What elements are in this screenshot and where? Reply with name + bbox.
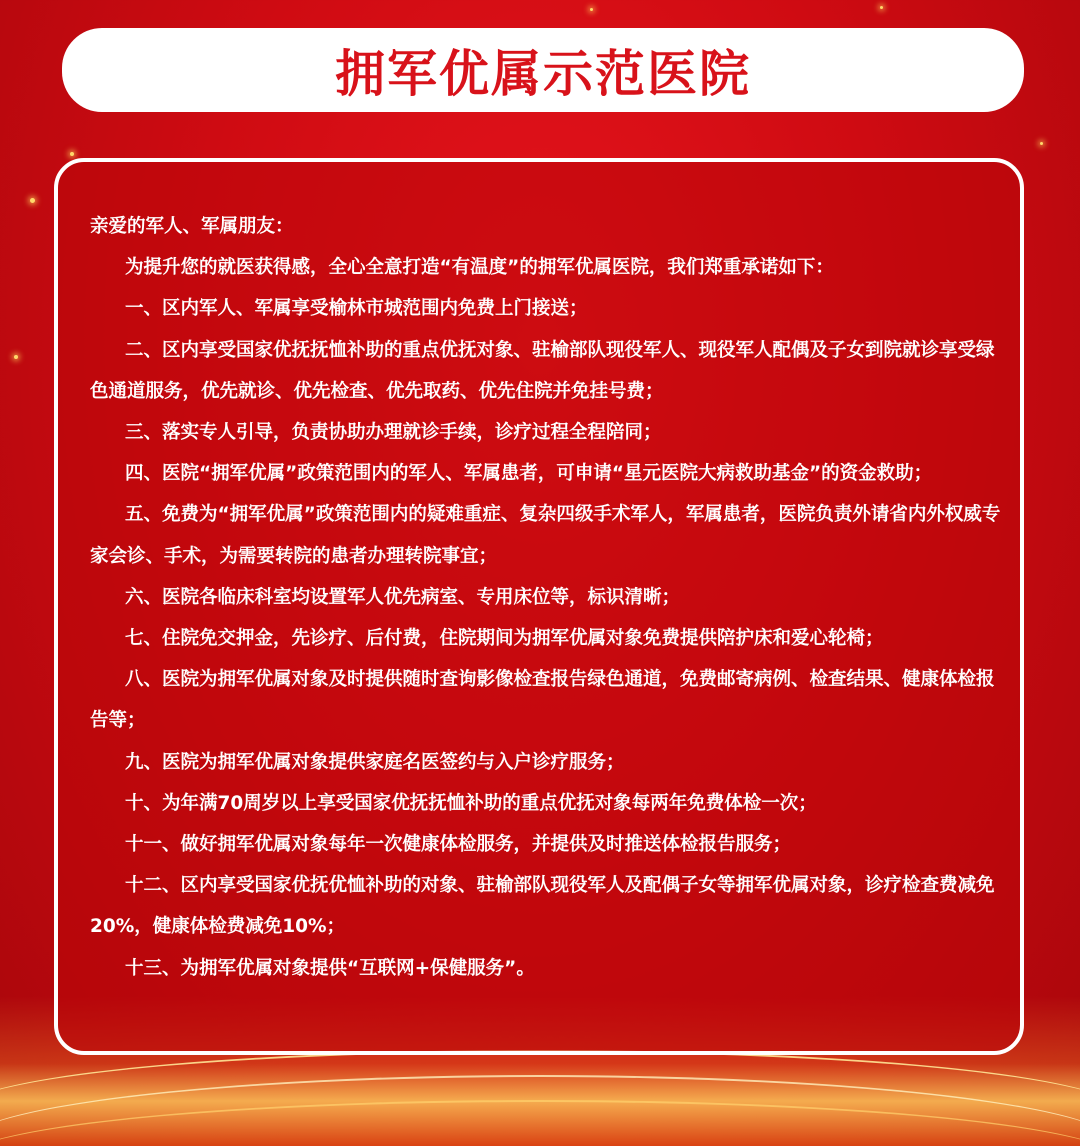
- sparkle-decoration: [30, 198, 35, 203]
- intro-text: 为提升您的就医获得感，全心全意打造“有温度”的拥军优属医院，我们郑重承诺如下：: [125, 257, 834, 279]
- sparkle-decoration: [590, 8, 593, 11]
- commitment-item-8: 八、医院为拥军优属对象及时提供随时查询影像检查报告绿色通道，免费邮寄病例、检查结果、健康体检报告等；: [90, 669, 995, 732]
- commitment-item-1: 一、区内军人、军属享受榆林市城范围内免费上门接送；: [125, 298, 588, 320]
- commitment-item-6: 六、医院各临床科室均设置军人优先病室、专用床位等，标识清晰；: [125, 586, 681, 608]
- greeting-text: 亲爱的军人、军属朋友：: [90, 216, 294, 237]
- sparkle-decoration: [880, 6, 883, 9]
- commitment-item-4: 四、医院“拥军优属”政策范围内的军人、军属患者，可申请“星元医院大病救助基金”的资金救助；: [125, 463, 933, 485]
- commitment-item-7: 七、住院免交押金，先诊疗、后付费，住院期间为拥军优属对象免费提供陪护床和爱心轮椅；: [125, 628, 884, 650]
- commitment-item-5: 五、免费为“拥军优属”政策范围内的疑难重症、复杂四级手术军人，军属患者，医院负责外请省内外权威专家会诊、手术，为需要转院的患者办理转院事宜；: [90, 504, 1001, 567]
- sparkle-decoration: [14, 355, 18, 359]
- commitment-item-2: 二、区内享受国家优抚抚恤补助的重点优抚对象、驻榆部队现役军人、现役军人配偶及子女到院就诊享受绿色通道服务，优先就诊、优先检查、优先取药、优先住院并免挂号费；: [90, 339, 995, 402]
- commitment-item-13: 十三、为拥军优属对象提供“互联网+保健服务”。: [125, 957, 535, 979]
- commitment-item-9: 九、医院为拥军优属对象提供家庭名医签约与入户诊疗服务；: [125, 751, 625, 773]
- sparkle-decoration: [70, 152, 74, 156]
- commitment-text: [90, 206, 1006, 989]
- page-title: 拥军优属示范医院: [335, 45, 751, 103]
- commitment-item-10: 十、为年满70周岁以上享受国家优抚抚恤补助的重点优抚对象每两年免费体检一次；: [125, 792, 817, 814]
- commitment-item-12: 十二、区内享受国家优抚优恤补助的对象、驻榆部队现役军人及配偶子女等拥军优属对象，诊疗检查费减免20%，健康体检费减免10%；: [90, 875, 995, 938]
- commitment-item-11: 十一、做好拥军优属对象每年一次健康体检服务，并提供及时推送体检报告服务；: [125, 834, 792, 856]
- commitment-item-3: 三、落实专人引导，负责协助办理就诊手续，诊疗过程全程陪同；: [125, 422, 662, 444]
- title-banner: [62, 28, 1024, 112]
- sparkle-decoration: [1040, 142, 1043, 145]
